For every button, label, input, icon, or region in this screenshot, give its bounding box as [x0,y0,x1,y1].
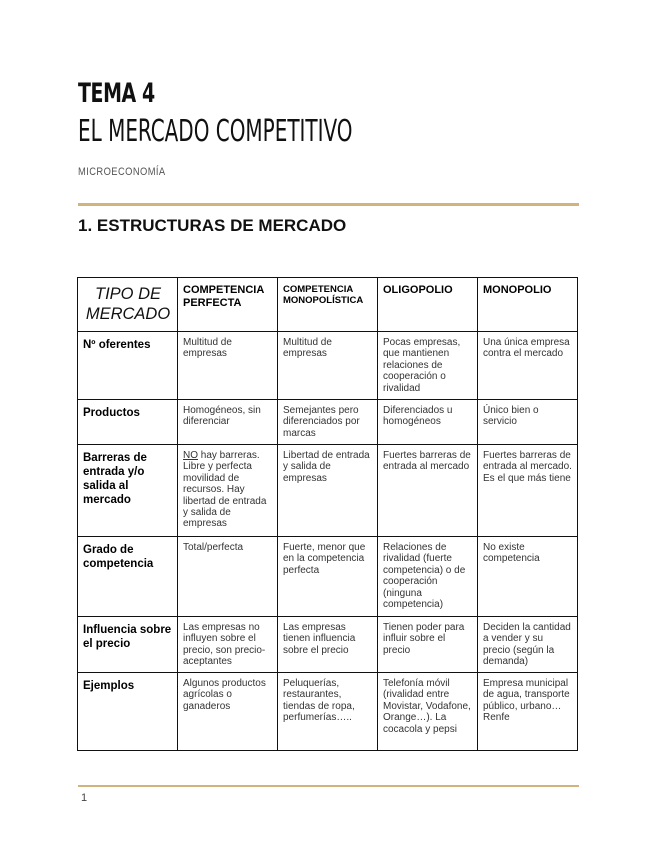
row-header: Nº oferentes [78,332,178,400]
table-cell: Fuertes barreras de entrada al mercado [378,445,478,537]
table-cell: Homogéneos, sin diferenciar [178,400,278,445]
column-header: MONOPOLIO [478,278,578,332]
table-cell: Las empresas tienen influencia sobre el precio [278,617,378,673]
title-line-2: EL MERCADO COMPETITIVO [78,114,353,149]
table-cell: Tienen poder para influir sobre el precio [378,617,478,673]
table-row [78,617,578,673]
table-cell: Semejantes pero diferenciados por marcas [278,400,378,445]
table-cell: Multitud de empresas [278,332,378,400]
column-header: COMPETENCIA MONOPOLÍSTICA [278,278,378,332]
table-cell: Multitud de empresas [178,332,278,400]
column-header: COMPETENCIA PERFECTA [178,278,278,332]
table-cell: Las empresas no influyen sobre el precio, son precio-aceptantes [178,617,278,673]
row-header: Barreras de entrada y/o salida al mercado [78,445,178,537]
document-subtitle: MICROECONOMÍA [78,166,166,178]
table-cell: Fuerte, menor que en la competencia perfecta [278,537,378,617]
table-row [78,537,578,617]
title-line-1: TEMA 4 [78,78,155,109]
table-row [78,332,578,400]
column-header: OLIGOPOLIO [378,278,478,332]
table-corner-header: TIPO DE MERCADO [78,278,178,332]
table-row [78,400,578,445]
row-header: Ejemplos [78,673,178,751]
table-cell: Total/perfecta [178,537,278,617]
table-cell: No existe competencia [478,537,578,617]
table-cell: Pocas empresas, que mantienen relaciones de cooperación o rivalidad [378,332,478,400]
table-row [78,673,578,751]
table-cell: Una única empresa contra el mercado [478,332,578,400]
table-cell: Peluquerías, restaurantes, tiendas de ropa, perfumerías….. [278,673,378,751]
table-cell: Deciden la cantidad a vender y su precio (según la demanda) [478,617,578,673]
table-cell: Telefonía móvil (rivalidad entre Movistar, Vodafone, Orange…). La cocacola y pepsi [378,673,478,751]
top-divider [78,203,579,206]
row-header: Influencia sobre el precio [78,617,178,673]
row-header: Grado de competencia [78,537,178,617]
cell-text: hay barreras. Libre y perfecta movilidad de recursos. Hay libertad de entrada y salida de empresas [183,450,267,530]
underlined-text: NO [183,450,198,461]
table-cell [178,445,278,537]
market-structures-table [77,277,578,751]
table-cell: Único bien o servicio [478,400,578,445]
page-number: 1 [81,792,88,804]
table-cell: Diferenciados u homogéneos [378,400,478,445]
table-cell: Empresa municipal de agua, transporte público, urbano… Renfe [478,673,578,751]
table-header-row [78,278,578,332]
table-cell: Algunos productos agrícolas o ganaderos [178,673,278,751]
table-cell: Fuertes barreras de entrada al mercado. Es el que más tiene [478,445,578,537]
row-header: Productos [78,400,178,445]
table-cell: Relaciones de rivalidad (fuerte competencia) o de cooperación (ninguna competencia) [378,537,478,617]
table-cell: Libertad de entrada y salida de empresas [278,445,378,537]
table-row [78,445,578,537]
section-heading: 1. ESTRUCTURAS DE MERCADO [78,216,347,235]
bottom-divider [78,785,579,787]
